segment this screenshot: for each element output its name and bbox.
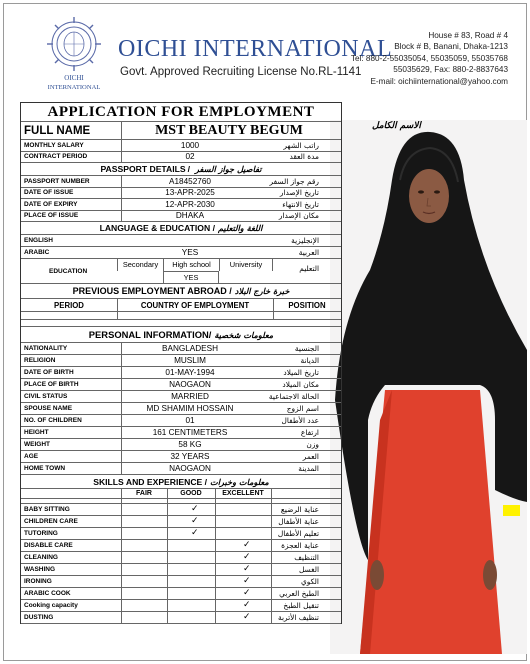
full-name-value: MST BEAUTY BEGUM (155, 122, 303, 138)
field-label: EDUCATION (49, 267, 88, 275)
field-value: 32 YEARS (170, 452, 210, 461)
skill-row (21, 588, 341, 600)
section-title-arabic: معلومات وخبرات (210, 476, 269, 487)
skill-row (21, 600, 341, 612)
skill-label: Cooking capacity (24, 602, 78, 609)
column-position: POSITION (288, 300, 326, 310)
field-label-arabic: تاريخ الإصدار (279, 188, 319, 198)
personal-info-row (21, 379, 341, 391)
field-label: PLACE OF ISSUE (24, 212, 79, 220)
field-label: DATE OF BIRTH (24, 369, 74, 376)
date-of-issue-row (21, 188, 341, 200)
skill-check-mark: ✓ (243, 600, 251, 610)
field-value: 12-APR-2030 (165, 199, 215, 209)
skill-label: CHILDREN CARE (24, 518, 78, 525)
field-label: HOME TOWN (24, 465, 66, 472)
field-value: 1000 (180, 140, 200, 150)
field-value: DHAKA (175, 211, 205, 221)
field-value: MD SHAMIM HOSSAIN (146, 404, 234, 413)
skill-check-mark: ✓ (243, 552, 251, 562)
skill-check-mark: ✓ (243, 612, 251, 622)
column-period: PERIOD (54, 300, 84, 310)
field-label: CONTRACT PERIOD (24, 153, 88, 161)
personal-info-row (21, 463, 341, 475)
field-label-arabic: راتب الشهر (283, 140, 319, 150)
education-level: University (219, 259, 273, 271)
skill-check-mark: ✓ (243, 564, 251, 574)
skill-label: CLEANING (24, 554, 58, 561)
skill-row (21, 540, 341, 552)
field-label: WEIGHT (24, 441, 50, 448)
field-label-arabic: تاريخ الميلاد (283, 368, 319, 377)
skill-check-mark: ✓ (243, 540, 251, 550)
field-value: 161 CENTIMETERS (152, 428, 228, 437)
skill-label: DUSTING (24, 614, 54, 621)
skill-row (21, 576, 341, 588)
section-title-arabic: معلومات شخصية (214, 329, 274, 340)
previous-employment-columns (21, 299, 341, 312)
education-row (21, 259, 341, 284)
education-answer: YES (163, 271, 219, 283)
address-line: E-mail: oichiinternational@yahoo.com (370, 76, 508, 86)
skill-label: DISABLE CARE (24, 542, 73, 549)
field-value: MARRIED (171, 392, 209, 401)
field-label: DATE OF EXPIRY (24, 200, 78, 208)
field-value: NAOGAON (169, 464, 211, 473)
field-label-arabic: المدينة (298, 464, 319, 473)
column-country: COUNTRY OF EMPLOYMENT (140, 300, 250, 310)
section-title-arabic: خبرة خارج البلاد (234, 286, 290, 296)
field-value: 58 KG (178, 440, 202, 449)
field-label-arabic: الديانة (300, 356, 319, 365)
column-fair: FAIR (136, 490, 152, 497)
field-label-arabic: الجنسية (294, 344, 319, 353)
previous-employment-blank-row (21, 312, 341, 320)
skill-label: WASHING (24, 566, 56, 573)
field-label: PASSPORT NUMBER (24, 177, 90, 185)
skill-label-arabic: تنقيل الطبخ (283, 601, 319, 610)
personal-info-row (21, 451, 341, 463)
address-line: Tel: 880-2-55035054, 55035059, 55035768 (350, 53, 508, 63)
field-value: 02 (185, 152, 195, 162)
skill-check-mark: ✓ (191, 516, 199, 526)
skill-row (21, 528, 341, 540)
address-line: Block # B, Banani, Dhaka-1213 (394, 42, 508, 52)
address-line: House # 83, Road # 4 (428, 31, 508, 40)
application-form (20, 102, 342, 624)
passport-number-row (21, 176, 341, 188)
field-label: PLACE OF BIRTH (24, 381, 79, 388)
section-title: SKILLS AND EXPERIENCE / (93, 476, 208, 487)
skill-check-mark: ✓ (191, 504, 199, 514)
education-level: Secondary (117, 259, 163, 271)
column-good: GOOD (180, 490, 202, 497)
personal-info-rows (21, 343, 341, 475)
field-label-arabic: اسم الزوج (286, 404, 319, 413)
skill-label: TUTORING (24, 530, 58, 537)
form-title: APPLICATION FOR EMPLOYMENT (21, 103, 341, 122)
field-label: HEIGHT (24, 429, 49, 436)
applicant-photo (330, 120, 527, 654)
personal-info-row (21, 403, 341, 415)
skills-section-header (21, 475, 341, 489)
field-label-arabic: عدد الأطفال (281, 416, 319, 425)
full-name-label-arabic: الاسم الكامل (372, 121, 421, 131)
field-label-arabic: الإنجليزية (291, 236, 319, 245)
field-value: A18452760 (169, 176, 211, 186)
field-label-arabic: ارتفاع (300, 428, 319, 437)
skill-label: BABY SITTING (24, 506, 70, 513)
company-address (308, 30, 508, 87)
passport-section-header (21, 163, 341, 176)
full-name-row (21, 122, 341, 140)
section-title: LANGUAGE & EDUCATION / (99, 223, 215, 233)
section-title-arabic: تفاصيل جواز السفر (195, 164, 262, 174)
address-line: 55035629, Fax: 880-2-8837643 (393, 65, 508, 75)
field-label-arabic: التعليم (299, 263, 319, 273)
field-value: 01-MAY-1994 (165, 368, 215, 377)
field-label-arabic: رقم جواز السفر (269, 176, 319, 186)
field-value: 13-APR-2025 (165, 188, 215, 198)
field-label: NATIONALITY (24, 345, 68, 352)
field-label: RELIGION (24, 357, 56, 364)
skill-row (21, 612, 341, 624)
personal-section-header (21, 327, 341, 343)
field-label-arabic: مكان الإصدار (278, 211, 319, 221)
company-name: OICHI INTERNATIONAL (118, 36, 393, 62)
skill-label-arabic: الغسل (298, 565, 319, 574)
field-label-arabic: وزن (306, 440, 319, 449)
section-title: PERSONAL INFORMATION/ (88, 329, 212, 340)
section-title: PREVIOUS EMPLOYMENT ABROAD / (72, 286, 232, 296)
skill-label-arabic: عناية الأطفال (278, 517, 319, 526)
education-level: High school (163, 259, 219, 271)
field-label: DATE OF ISSUE (24, 189, 74, 197)
field-label: NO. OF CHILDREN (24, 417, 82, 424)
license-text: Govt. Approved Recruiting License No.RL-1141 (120, 66, 362, 78)
field-label-arabic: مدة العقد (289, 152, 319, 162)
logo-text-bottom: INTERNATIONAL (47, 84, 101, 91)
place-of-issue-row (21, 211, 341, 223)
education-levels (117, 259, 273, 284)
skill-label-arabic: تنظيف الأتربة (277, 613, 319, 622)
field-label-arabic: العمر (302, 452, 319, 461)
field-label: MONTHLY SALARY (24, 141, 84, 149)
skills-columns (21, 489, 341, 499)
language-section-header (21, 222, 341, 235)
skill-check-mark: ✓ (243, 576, 251, 586)
arabic-row (21, 247, 341, 259)
monthly-salary-row (21, 140, 341, 152)
field-value: YES (181, 248, 199, 257)
field-label: ARABIC (24, 249, 50, 256)
field-value: BANGLADESH (162, 344, 218, 353)
skill-label-arabic: الكوي (301, 577, 319, 586)
section-title: PASSPORT DETAILS (100, 164, 186, 174)
field-value: NAOGAON (169, 380, 211, 389)
section-separator: / (187, 164, 191, 174)
field-label: ENGLISH (24, 237, 53, 244)
field-label-arabic: تاريخ الانتهاء (282, 199, 319, 209)
skill-label-arabic: عناية الرضيع (280, 505, 319, 514)
personal-info-row (21, 391, 341, 403)
skill-check-mark: ✓ (191, 528, 199, 538)
previous-employment-header (21, 284, 341, 299)
field-value: 01 (185, 416, 195, 425)
company-logo (40, 14, 108, 92)
field-label: AGE (24, 453, 39, 460)
skill-label: IRONING (24, 578, 52, 585)
personal-info-row (21, 415, 341, 427)
highlight-mark (503, 505, 520, 516)
skill-label-arabic: الطبخ العربي (279, 589, 319, 598)
personal-info-row (21, 427, 341, 439)
skill-check-mark: ✓ (243, 588, 251, 598)
personal-info-row (21, 355, 341, 367)
skill-label-arabic: عناية العجزة (281, 541, 319, 550)
skill-label: ARABIC COOK (24, 590, 71, 597)
logo-text-top: OICHI (64, 74, 84, 82)
contract-period-row (21, 152, 341, 164)
skills-rows (21, 504, 341, 624)
section-title-arabic: اللغة والتعليم (217, 223, 263, 233)
field-label-arabic: مكان الميلاد (282, 380, 319, 389)
field-label: CIVIL STATUS (24, 393, 68, 400)
skill-row (21, 564, 341, 576)
column-excellent: EXCELLENT (222, 490, 264, 497)
date-of-expiry-row (21, 199, 341, 211)
personal-info-row (21, 343, 341, 355)
personal-info-row (21, 439, 341, 451)
full-name-label: FULL NAME (24, 124, 91, 137)
personal-info-row (21, 367, 341, 379)
field-label-arabic: الحالة الاجتماعية (268, 392, 319, 401)
english-row (21, 235, 341, 247)
blank-row (21, 320, 341, 327)
field-value: MUSLIM (174, 356, 206, 365)
skill-label-arabic: تعليم الأطفال (277, 529, 319, 538)
field-label-arabic: العربية (298, 248, 319, 257)
skill-label-arabic: التنظيف (294, 553, 319, 562)
skill-row (21, 516, 341, 528)
skill-row (21, 552, 341, 564)
field-label: SPOUSE NAME (24, 405, 73, 412)
skill-row (21, 504, 341, 516)
